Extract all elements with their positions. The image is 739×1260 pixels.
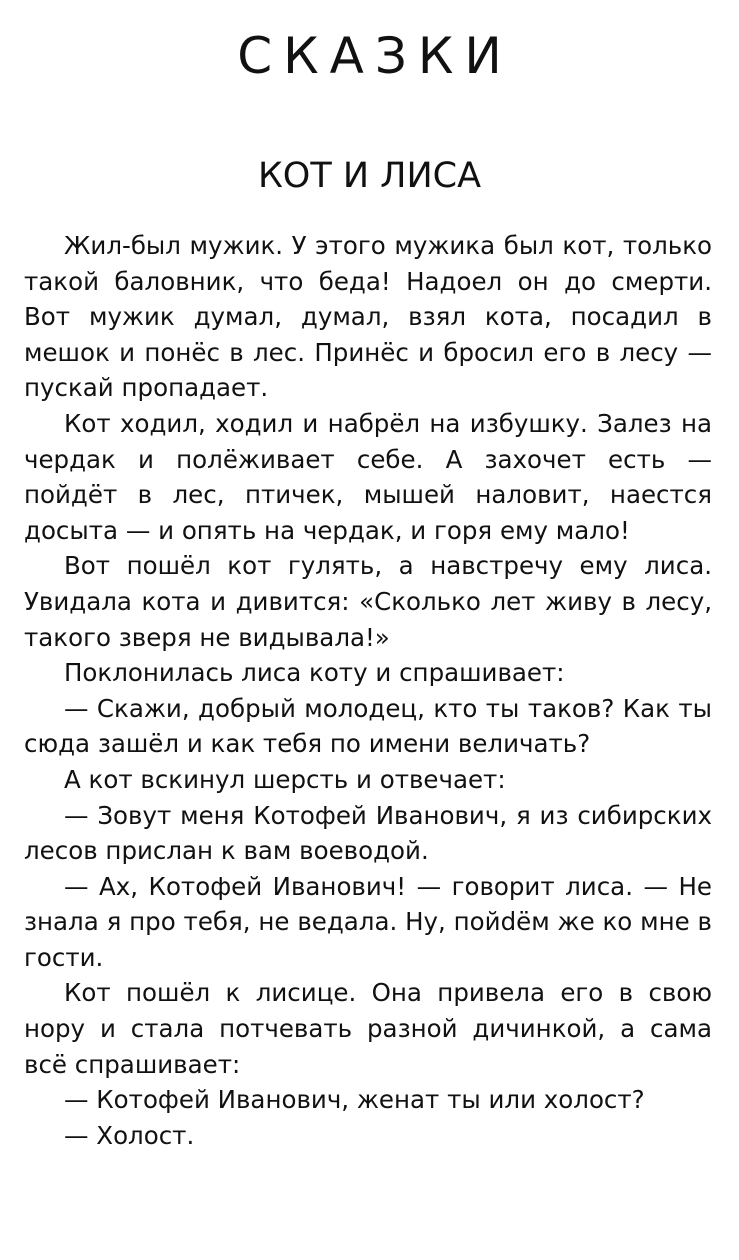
paragraph: — Котофей Иванович, женат ты или холост?: [64, 1085, 645, 1115]
paragraph: Вот пошёл кот гулять, а навстречу ему лиса. Увидала кота и дивится: «Сколько лет живу в лесу, такого зверя не видывала!»: [24, 551, 712, 652]
paragraph: — Скажи, добрый молодец, кто ты таков? Как ты сюда зашёл и как тебя по имени величать?: [24, 693, 712, 759]
story-body: [24, 228, 712, 1153]
paragraph: — Ах, Котофей Иванович! — говорит лиса. — Не знала я про тебя, не ведала. Ну, пойdём же ко мне в гости.: [24, 871, 712, 972]
story-title: КОТ И ЛИСА: [257, 156, 482, 196]
paragraph: — Холост.: [64, 1120, 195, 1150]
paragraph: Кот пошёл к лисице. Она привела его в свою нору и стала потчевать разной дичинкой, а сама всё спрашивает:: [24, 978, 712, 1079]
paragraph: Поклонилась лиса коту и спрашивает:: [64, 658, 565, 688]
paragraph: — Зовут меня Котофей Иванович, я из сибирских лесов прислан к вам воеводой.: [24, 800, 712, 866]
section-title: СКАЗКИ: [237, 27, 513, 85]
paragraph: Кот ходил, ходил и набрёл на избушку. Залез на чердак и полёживает себе. А захочет есть — пойдёт в лес, птичек, мышей наловит, наестся досыта — и опять на чердак, и горя ему мало!: [24, 408, 712, 545]
paragraph: А кот вскинул шерсть и отвечает:: [64, 764, 506, 794]
paragraph: Жил-был мужик. У этого мужика был кот, только такой баловник, что беда! Надоел он до смерти. Вот мужик думал, думал, взял кота, посадил в мешок и понёс в лес. Принёс и бросил его в лесу — пускай пропадает.: [24, 231, 712, 403]
